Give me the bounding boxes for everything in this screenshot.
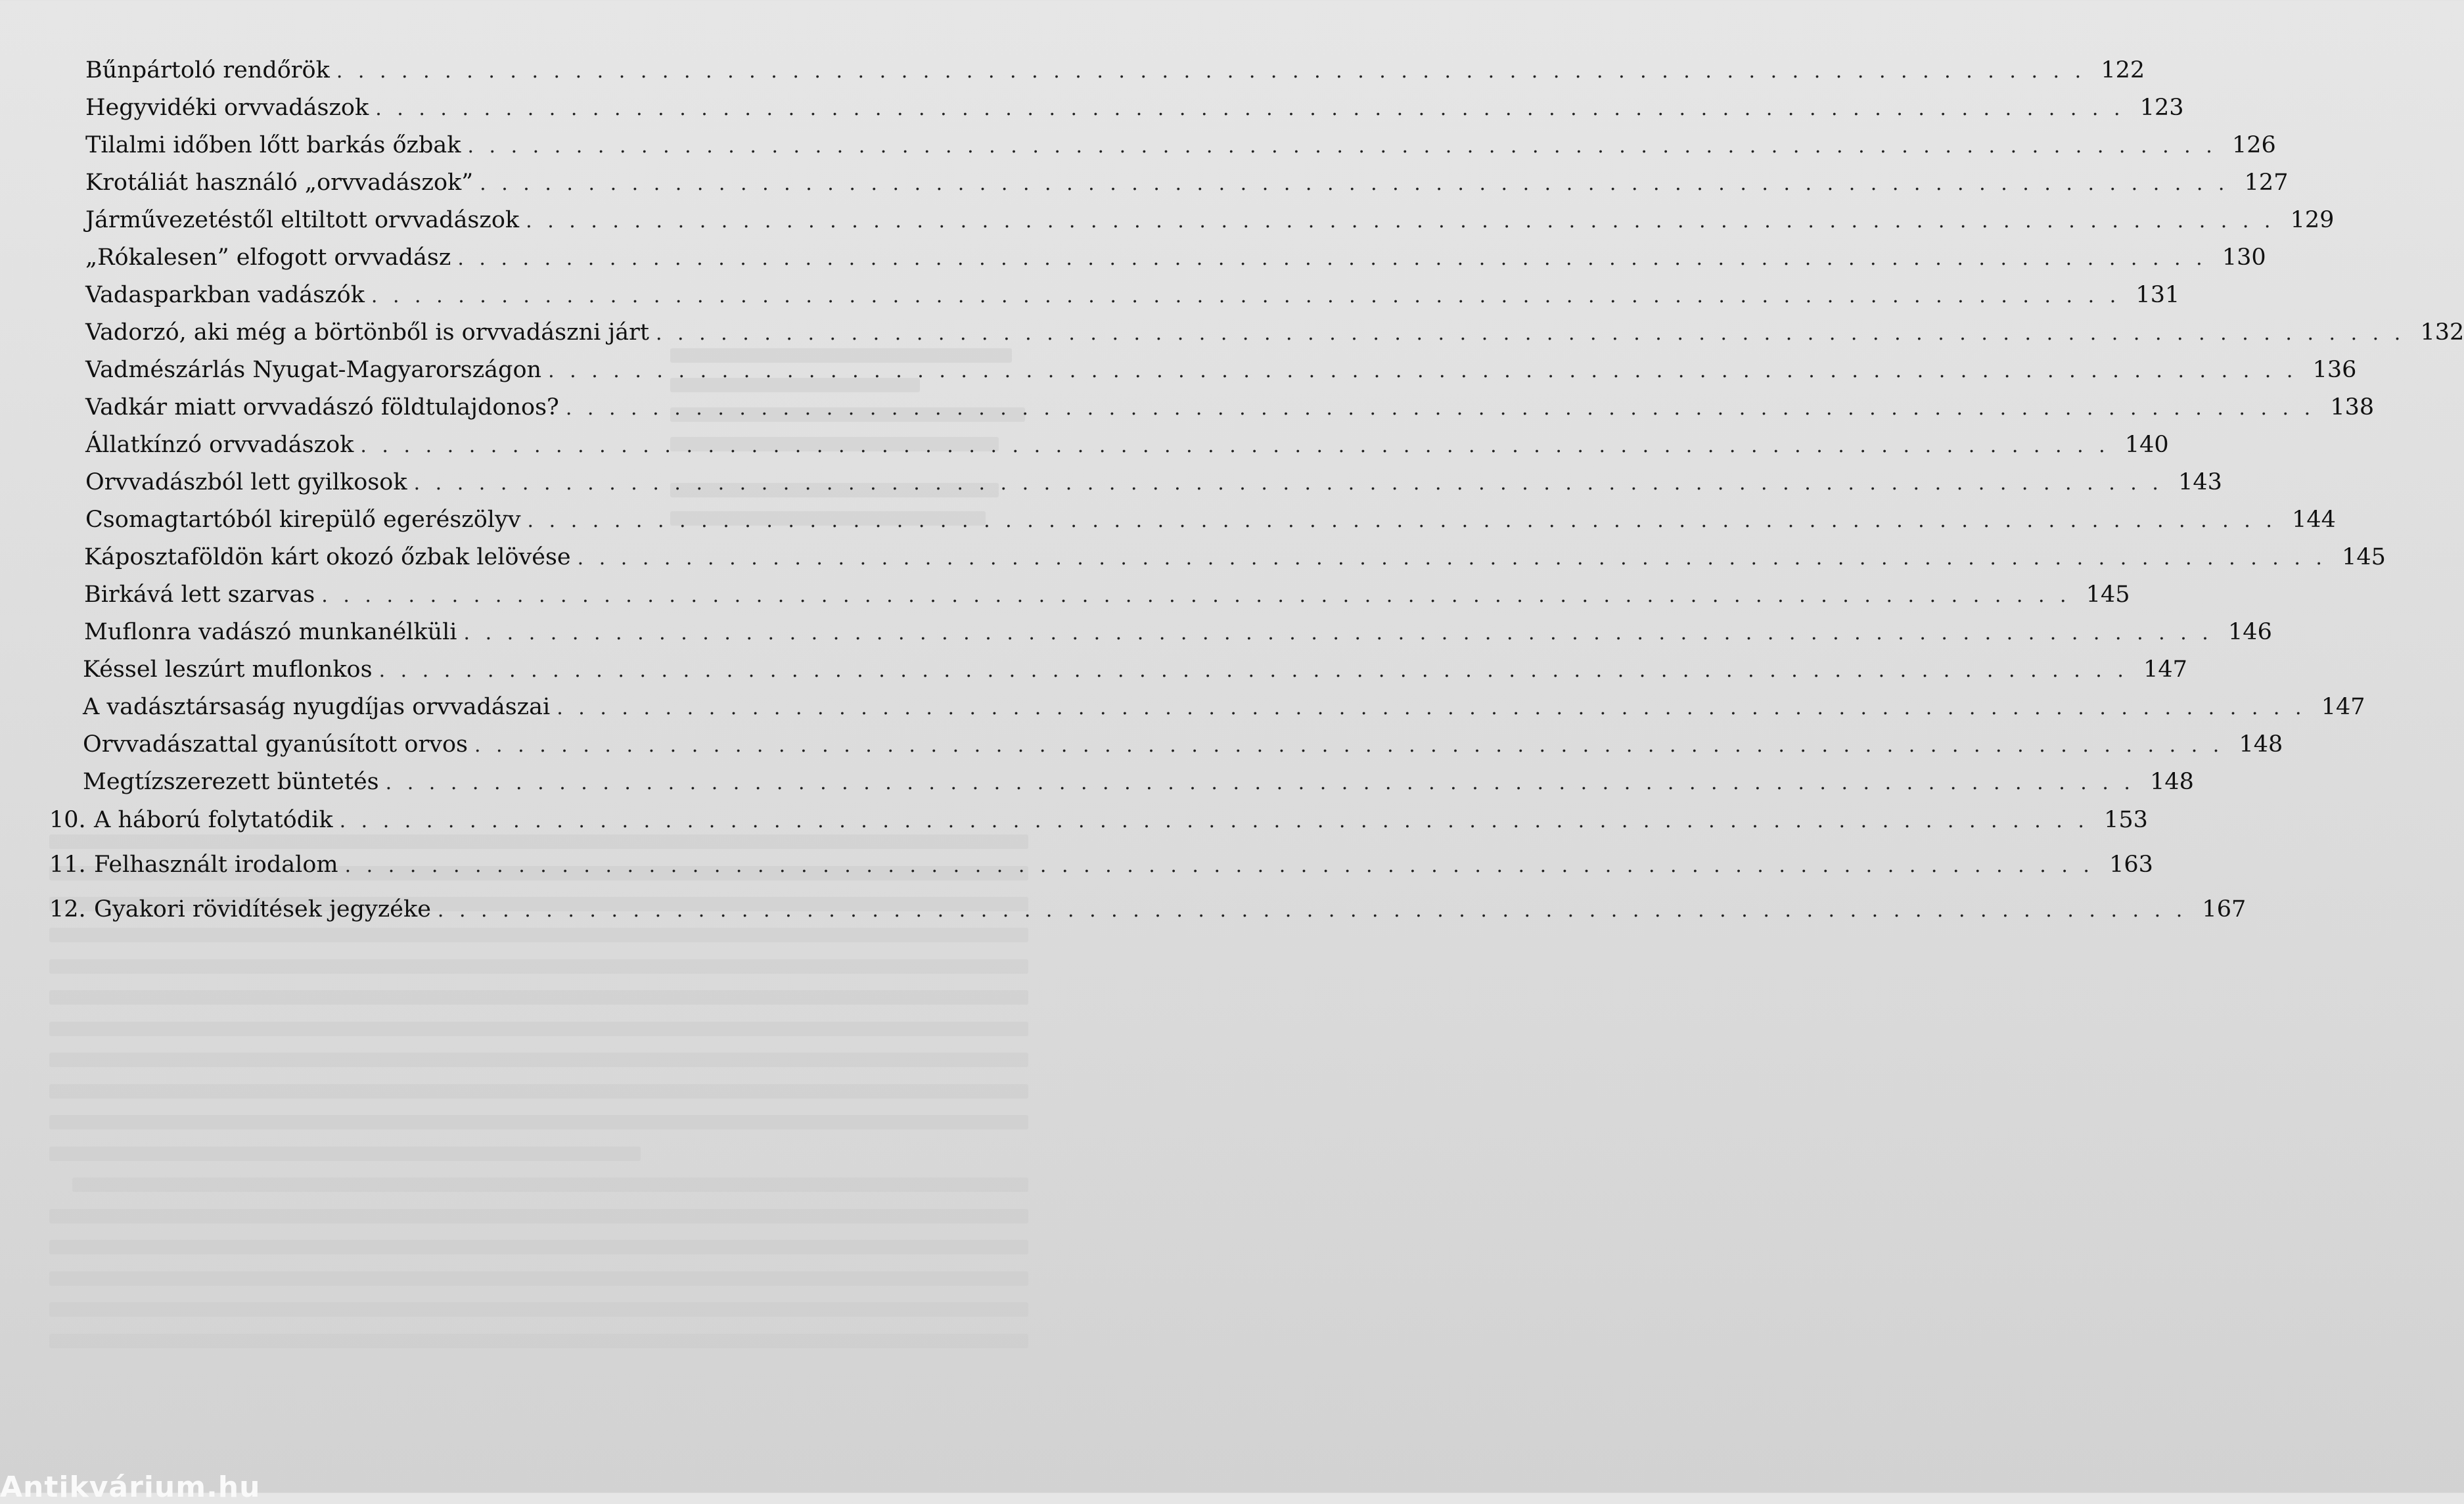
- toc-entry-page: 143: [2178, 469, 2222, 495]
- toc-chapter-page: 163: [2109, 852, 2153, 878]
- toc-entry-page: 129: [2290, 207, 2335, 233]
- dot-leader: . . . . . . . . . . . . . . . . . . . . . . . . . . . . . . . . . . . . . . . . . . . . . . . . . . . . . . . . . . . . . . . . . . . . . . . . . . . . . . . . .: [385, 771, 2135, 794]
- toc-entry-title: „Rókalesen” elfogott orvvadász: [85, 244, 451, 271]
- toc-entry: [85, 505, 2336, 536]
- toc-chapter-page: 153: [2104, 807, 2148, 833]
- toc-entry: [85, 131, 2276, 161]
- toc-entry-title: Vadkár miatt orvvadászó földtulajdonos?: [85, 394, 559, 421]
- toc-chapter: [49, 850, 2153, 880]
- dot-leader: . . . . . . . . . . . . . . . . . . . . . . . . . . . . . . . . . . . . . . . . . . . . . . . . . . . . . . . . . . . . . . . . . . . . . . . . . . . . . . . . .: [526, 210, 2275, 233]
- toc-entry: [85, 206, 2335, 236]
- toc-entry: [83, 767, 2194, 798]
- chapter-number: 12.: [49, 896, 86, 923]
- toc-entry-page: 147: [2143, 656, 2187, 683]
- chapter-title: A háború folytatódik: [94, 807, 333, 833]
- dot-leader: . . . . . . . . . . . . . . . . . . . . . . . . . . . . . . . . . . . . . . . . . . . . . . . . . . . . . . . . . . . . . . . . . . . . . . . . . . . . . . . . .: [371, 285, 2121, 308]
- toc-entry: [84, 543, 2386, 573]
- toc-entry-page: 138: [2330, 394, 2375, 421]
- watermark: Antikvárium.hu: [0, 1470, 261, 1504]
- dot-leader: . . . . . . . . . . . . . . . . . . . . . . . . . . . . . . . . . . . . . . . . . . . . . . . . . . . . . . . . . . . . . . . . . . . . . . . . . . . . . . . . .: [375, 97, 2125, 120]
- toc-entry-page: 132: [2420, 319, 2464, 346]
- toc-entry-title: Bűnpártoló rendőrök: [85, 57, 330, 83]
- toc-entry-title: Birkává lett szarvas: [84, 581, 315, 608]
- toc-entry-page: 130: [2222, 244, 2266, 271]
- toc-entry-title: Vadasparkban vadászók: [85, 282, 365, 308]
- toc-entry: [85, 243, 2266, 273]
- toc-entry: [85, 430, 2169, 461]
- dot-leader: . . . . . . . . . . . . . . . . . . . . . . . . . . . . . . . . . . . . . . . . . . . . . . . . . . . . . . . . . . . . . . . . . . . . . . . . . . . . . . . . .: [413, 472, 2163, 495]
- toc-chapter-title: [49, 806, 340, 834]
- toc-entry-page: 145: [2342, 544, 2386, 570]
- toc-entry: [85, 56, 2145, 86]
- toc-entry: [84, 580, 2130, 610]
- dot-leader: . . . . . . . . . . . . . . . . . . . . . . . . . . . . . . . . . . . . . . . . . . . . . . . . . . . . . . . . . . . . . . . . . . . . . . . . . . . . . . . . .: [480, 172, 2229, 195]
- toc-entry: [84, 618, 2272, 648]
- dot-leader: . . . . . . . . . . . . . . . . . . . . . . . . . . . . . . . . . . . . . . . . . . . . . . . . . . . . . . . . . . . . . . . . . . . . . . . . . . . . . . . . .: [463, 622, 2213, 645]
- toc-entry: [85, 281, 2180, 311]
- toc-entry-title: Késsel leszúrt muflonkos: [83, 656, 373, 683]
- toc-chapter-page: 167: [2202, 896, 2247, 923]
- toc-entry: [83, 693, 2365, 723]
- dot-leader: . . . . . . . . . . . . . . . . . . . . . . . . . . . . . . . . . . . . . . . . . . . . . . . . . . . . . . . . . . . . . . . . . . . . . . . . . . . . . . . . .: [457, 247, 2207, 270]
- dot-leader: . . . . . . . . . . . . . . . . . . . . . . . . . . . . . . . . . . . . . . . . . . . . . . . . . . . . . . . . . . . . . . . . . . . . . . . . . . . . . . . . .: [321, 584, 2071, 607]
- toc-entry-title: Megtízszerezett büntetés: [83, 769, 379, 795]
- dot-leader: . . . . . . . . . . . . . . . . . . . . . . . . . . . . . . . . . . . . . . . . . . . . . . . . . . . . . . . . . . . . . . . . . . . . . . . . . . . . . . . . .: [378, 659, 2128, 682]
- toc-entry-title: Állatkínzó orvvadászok: [85, 432, 354, 458]
- dot-leader: . . . . . . . . . . . . . . . . . . . . . . . . . . . . . . . . . . . . . . . . . . . . . . . . . . . . . . . . . . . . . . . . . . . . . . . . . . . . . . . . .: [437, 899, 2187, 922]
- toc-entry: [85, 355, 2357, 386]
- dot-leader: . . . . . . . . . . . . . . . . . . . . . . . . . . . . . . . . . . . . . . . . . . . . . . . . . . . . . . . . . . . . . . . . . . . . . . . . . . . . . . . . .: [577, 547, 2327, 570]
- dot-leader: . . . . . . . . . . . . . . . . . . . . . . . . . . . . . . . . . . . . . . . . . . . . . . . . . . . . . . . . . . . . . . . . . . . . . . . . . . . . . . . . .: [344, 854, 2094, 877]
- toc-entry-page: 140: [2124, 432, 2169, 458]
- toc-chapter: [49, 895, 2247, 925]
- toc-entry-title: Vadmészárlás Nyugat-Magyarországon: [85, 357, 542, 383]
- toc-entry: [85, 168, 2289, 198]
- toc-entry-title: Krotáliát használó „orvvadászok”: [85, 170, 474, 196]
- toc-entry-page: 131: [2135, 282, 2180, 308]
- dot-leader: . . . . . . . . . . . . . . . . . . . . . . . . . . . . . . . . . . . . . . . . . . . . . . . . . . . . . . . . . . . . . . . . . . . . . . . . . . . . . . . . .: [527, 509, 2277, 532]
- toc-entry-page: 147: [2321, 694, 2365, 720]
- chapter-number: 11.: [49, 852, 86, 878]
- toc-entry: [85, 318, 2464, 348]
- toc-entry-title: Káposztaföldön kárt okozó őzbak lelövése: [84, 544, 571, 570]
- toc-entry-page: 123: [2139, 95, 2184, 121]
- toc-entry-page: 122: [2101, 57, 2145, 83]
- toc-entry-page: 148: [2239, 731, 2283, 758]
- toc-entry: [83, 730, 2283, 760]
- chapter-title: Felhasznált irodalom: [94, 852, 338, 878]
- toc-entry-title: Hegyvidéki orvvadászok: [85, 95, 369, 121]
- toc-entry-page: 144: [2292, 507, 2336, 533]
- toc-entry-page: 148: [2150, 769, 2194, 795]
- toc-entry-title: A vadásztársaság nyugdíjas orvvadászai: [83, 694, 551, 720]
- toc-entry: [85, 468, 2222, 498]
- toc-entry-page: 146: [2228, 619, 2272, 645]
- dot-leader: . . . . . . . . . . . . . . . . . . . . . . . . . . . . . . . . . . . . . . . . . . . . . . . . . . . . . . . . . . . . . . . . . . . . . . . . . . . . . . . . .: [557, 696, 2306, 719]
- toc-entry-page: 126: [2231, 132, 2276, 158]
- dot-leader: . . . . . . . . . . . . . . . . . . . . . . . . . . . . . . . . . . . . . . . . . . . . . . . . . . . . . . . . . . . . . . . . . . . . . . . . . . . . . . . . .: [336, 60, 2086, 83]
- toc-entry-page: 127: [2244, 170, 2289, 196]
- toc-chapter-title: [49, 895, 438, 924]
- chapter-title: Gyakori rövidítések jegyzéke: [94, 896, 431, 923]
- toc-entry-title: Vadorzó, aki még a börtönből is orvvadászni járt: [85, 319, 649, 346]
- toc-entry-title: Tilalmi időben lőtt barkás őzbak: [85, 132, 461, 158]
- dot-leader: . . . . . . . . . . . . . . . . . . . . . . . . . . . . . . . . . . . . . . . . . . . . . . . . . . . . . . . . . . . . . . . . . . . . . . . . . . . . . . . . .: [339, 809, 2089, 832]
- toc-entry-title: Muflonra vadászó munkanélküli: [84, 619, 457, 645]
- toc-entry: [85, 393, 2375, 423]
- toc-chapter: [49, 806, 2148, 836]
- toc-entry: [85, 93, 2184, 124]
- toc-entry-title: Járművezetéstől eltiltott orvvadászok: [85, 207, 520, 233]
- toc-entry-title: Orvvadászból lett gyilkosok: [85, 469, 407, 495]
- toc-entry-page: 145: [2086, 581, 2130, 608]
- toc-chapter-title: [49, 850, 345, 879]
- dot-leader: . . . . . . . . . . . . . . . . . . . . . . . . . . . . . . . . . . . . . . . . . . . . . . . . . . . . . . . . . . . . . . . . . . . . . . . . . . . . . . . . .: [474, 734, 2224, 757]
- toc-entry: [83, 655, 2187, 685]
- dot-leader: . . . . . . . . . . . . . . . . . . . . . . . . . . . . . . . . . . . . . . . . . . . . . . . . . . . . . . . . . . . . . . . . . . . . . . . . . . . . . . . . .: [467, 135, 2217, 158]
- dot-leader: . . . . . . . . . . . . . . . . . . . . . . . . . . . . . . . . . . . . . . . . . . . . . . . . . . . . . . . . . . . . . . . . . . . . . . . . . . . . . . . . .: [548, 359, 2298, 382]
- toc-entry-title: Orvvadászattal gyanúsított orvos: [83, 731, 468, 758]
- dot-leader: . . . . . . . . . . . . . . . . . . . . . . . . . . . . . . . . . . . . . . . . . . . . . . . . . . . . . . . . . . . . . . . . . . . . . . . . . . . . . . . . .: [565, 397, 2316, 420]
- toc-entry-title: Csomagtartóból kirepülő egerészölyv: [85, 507, 521, 533]
- toc-entry-page: 136: [2312, 357, 2357, 383]
- chapter-number: 10.: [49, 807, 86, 833]
- dot-leader: . . . . . . . . . . . . . . . . . . . . . . . . . . . . . . . . . . . . . . . . . . . . . . . . . . . . . . . . . . . . . . . . . . . . . . . . . . . . . . . . .: [360, 434, 2110, 457]
- dot-leader: . . . . . . . . . . . . . . . . . . . . . . . . . . . . . . . . . . . . . . . . . . . . . . . . . . . . . . . . . . . . . . . . . . . . . . . . . . . . . . . . .: [655, 322, 2406, 345]
